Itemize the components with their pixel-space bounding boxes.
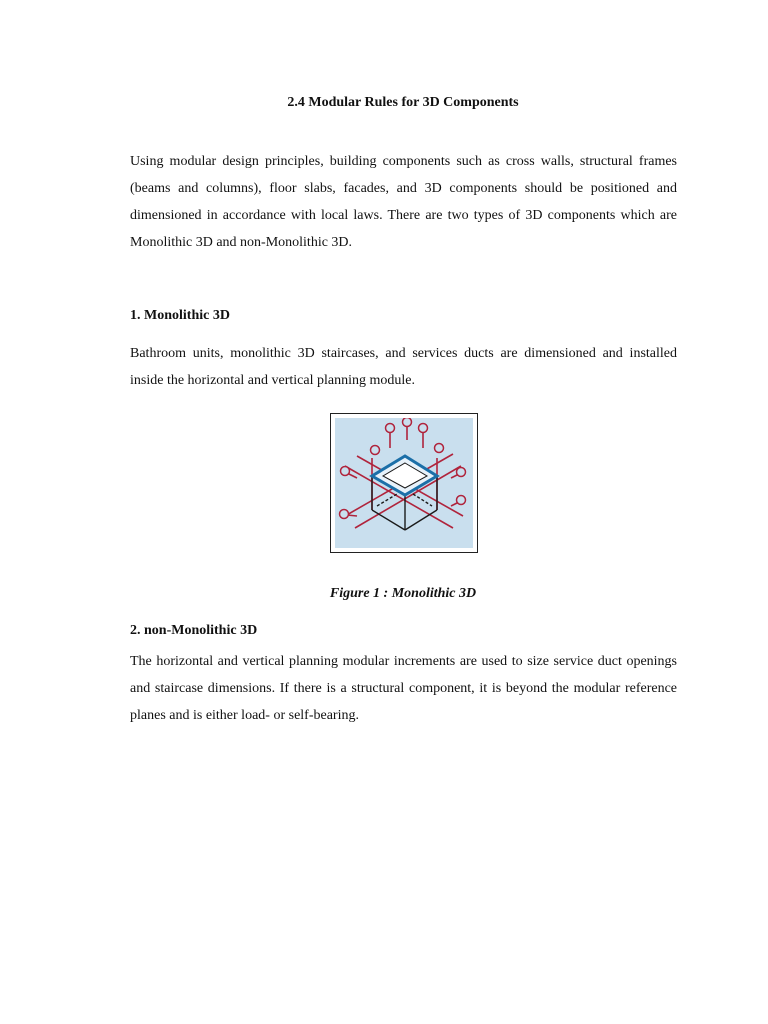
section1-heading: 1. Monolithic 3D xyxy=(130,308,230,323)
section-title: 2.4 Modular Rules for 3D Components xyxy=(287,95,519,110)
monolithic-3d-diagram xyxy=(335,418,473,548)
intro-paragraph: Using modular design principles, building components such as cross walls, structural frames (beams and columns), floor slabs, facades, and 3D components should be positioned and dimensioned in accordance with local laws. There are two types of 3D components which are Monolithic 3D and non-Monolithic 3D. xyxy=(130,154,677,250)
figure-1-illustration xyxy=(335,418,473,548)
section1-paragraph: Bathroom units, monolithic 3D staircases, and services ducts are dimensioned and installed inside the horizontal and vertical planning module. xyxy=(130,346,677,388)
figure-1-frame xyxy=(330,413,478,553)
figure-1-caption: Figure 1 : Monolithic 3D xyxy=(329,586,477,601)
section2-heading: 2. non-Monolithic 3D xyxy=(130,623,258,638)
section2-paragraph: The horizontal and vertical planning modular increments are used to size service duct openings and staircase dimensions. If there is a structural component, it is beyond the modular reference planes and is either load- or self-bearing. xyxy=(130,654,677,723)
